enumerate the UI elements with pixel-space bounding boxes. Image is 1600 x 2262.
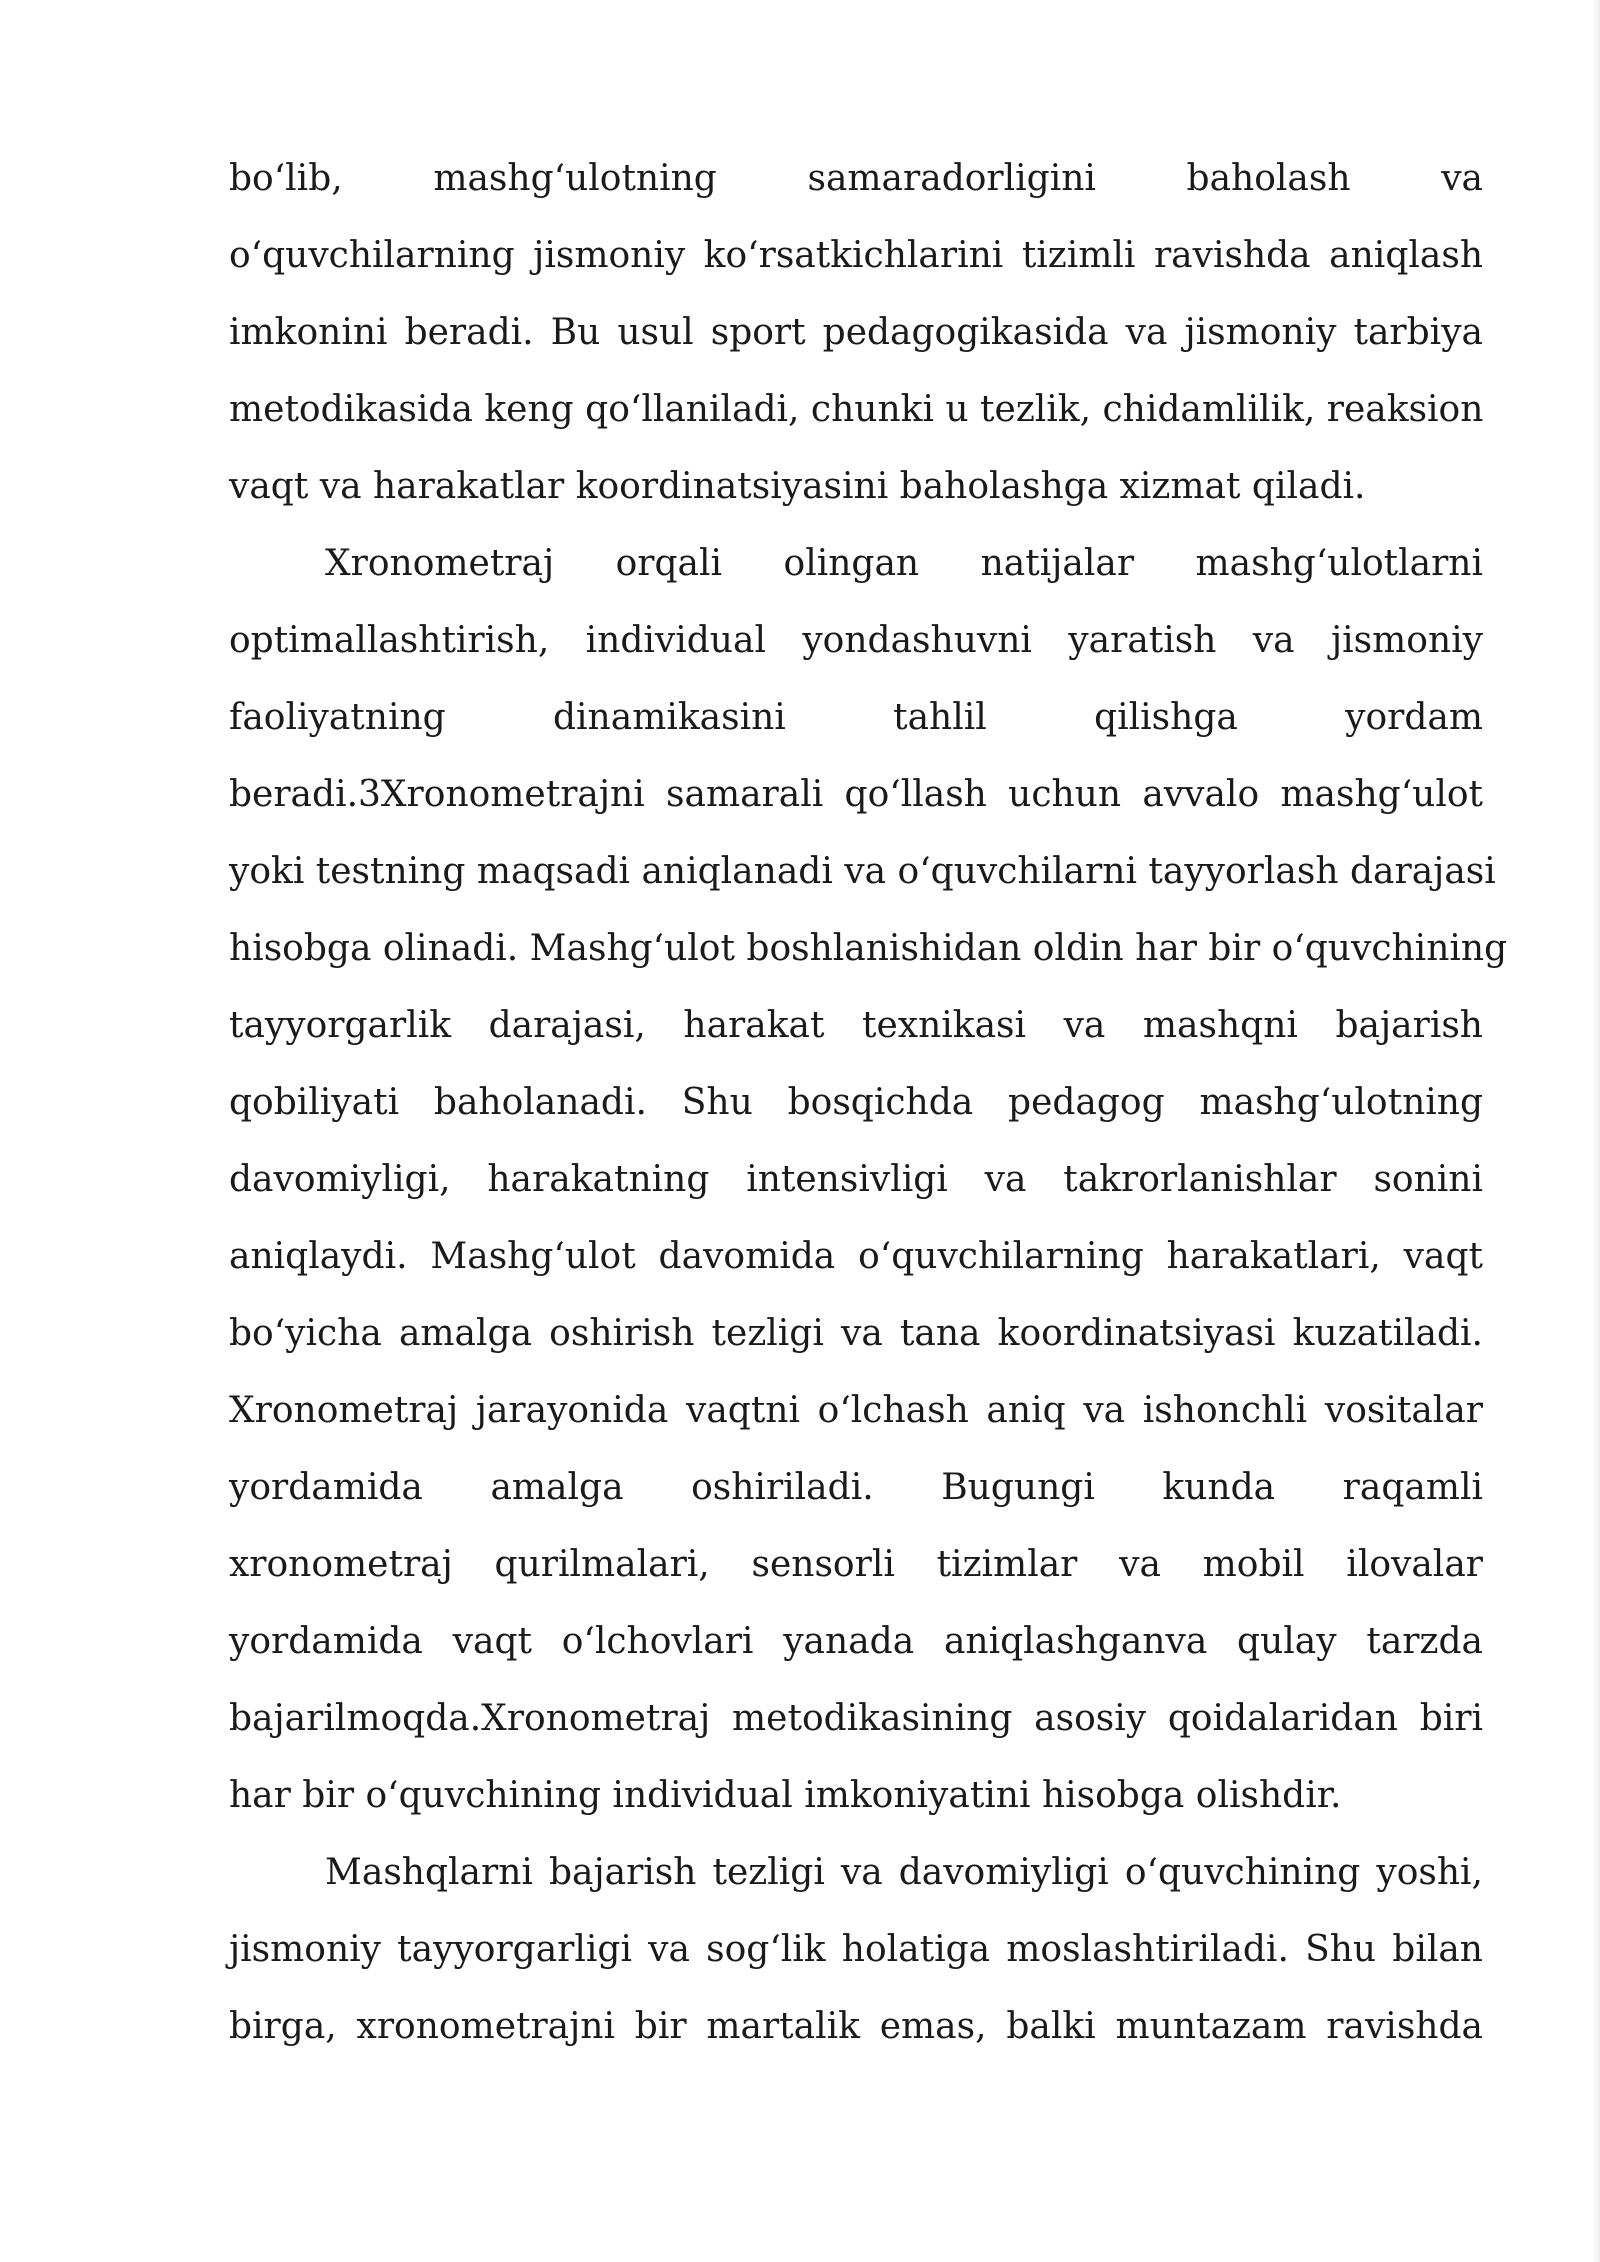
text-line: bo‘yicha amalga oshirish tezligi va tana koordinatsiyasi kuzatiladi.: [229, 1313, 1483, 1354]
text-line: birga, xronometrajni bir martalik emas, balki muntazam ravishda: [229, 2006, 1483, 2047]
text-line: yoki testning maqsadi aniqlanadi va o‘quvchilarni tayyorlash darajasi: [229, 851, 1496, 892]
text-line: metodikasida keng qo‘llaniladi, chunki u tezlik, chidamlilik, reaksion: [229, 389, 1484, 430]
text-line: Xronometraj jarayonida vaqtni o‘lchash aniq va ishonchli vositalar: [229, 1390, 1483, 1431]
text-line: aniqlaydi. Mashg‘ulot davomida o‘quvchilarning harakatlari, vaqt: [229, 1236, 1483, 1277]
text-line: jismoniy tayyorgarligi va sog‘lik holatiga moslashtiriladi. Shu bilan: [229, 1929, 1483, 1970]
text-line: xronometraj qurilmalari, sensorli tizimlar va mobil ilovalar: [229, 1544, 1483, 1585]
text-line: faoliyatning dinamikasini tahlil qilishga yordam: [229, 697, 1483, 738]
page-edge-shadow: [1592, 0, 1600, 2262]
text-line: Mashqlarni bajarish tezligi va davomiyligi o‘quvchining yoshi,: [325, 1852, 1483, 1893]
text-line: beradi.3Xronometrajni samarali qo‘llash uchun avvalo mashg‘ulot: [229, 774, 1483, 815]
text-line: Xronometraj orqali olingan natijalar mashg‘ulotlarni: [325, 543, 1483, 584]
text-line: davomiyligi, harakatning intensivligi va takrorlanishlar sonini: [229, 1159, 1483, 1200]
text-line: tayyorgarlik darajasi, harakat texnikasi va mashqni bajarish: [229, 1005, 1483, 1046]
text-line: yordamida vaqt o‘lchovlari yanada aniqlashganva qulay tarzda: [229, 1621, 1483, 1662]
text-line: vaqt va harakatlar koordinatsiyasini baholashga xizmat qiladi.: [229, 466, 1366, 507]
text-line: har bir o‘quvchining individual imkoniyatini hisobga olishdir.: [229, 1775, 1342, 1816]
text-line: hisobga olinadi. Mashg‘ulot boshlanishidan oldin har bir o‘quvchining: [229, 928, 1508, 969]
text-line: o‘quvchilarning jismoniy ko‘rsatkichlarini tizimli ravishda aniqlash: [229, 235, 1483, 276]
text-line: qobiliyati baholanadi. Shu bosqichda pedagog mashg‘ulotning: [229, 1082, 1483, 1123]
text-line: optimallashtirish, individual yondashuvni yaratish va jismoniy: [229, 620, 1483, 661]
text-line: bo‘lib, mashg‘ulotning samaradorligini baholash va: [229, 158, 1483, 199]
text-line: bajarilmoqda.Xronometraj metodikasining asosiy qoidalaridan biri: [229, 1698, 1483, 1739]
body-text: [229, 150, 1508, 2075]
text-line: imkonini beradi. Bu usul sport pedagogikasida va jismoniy tarbiya: [229, 312, 1483, 353]
text-line: yordamida amalga oshiriladi. Bugungi kunda raqamli: [229, 1467, 1483, 1508]
